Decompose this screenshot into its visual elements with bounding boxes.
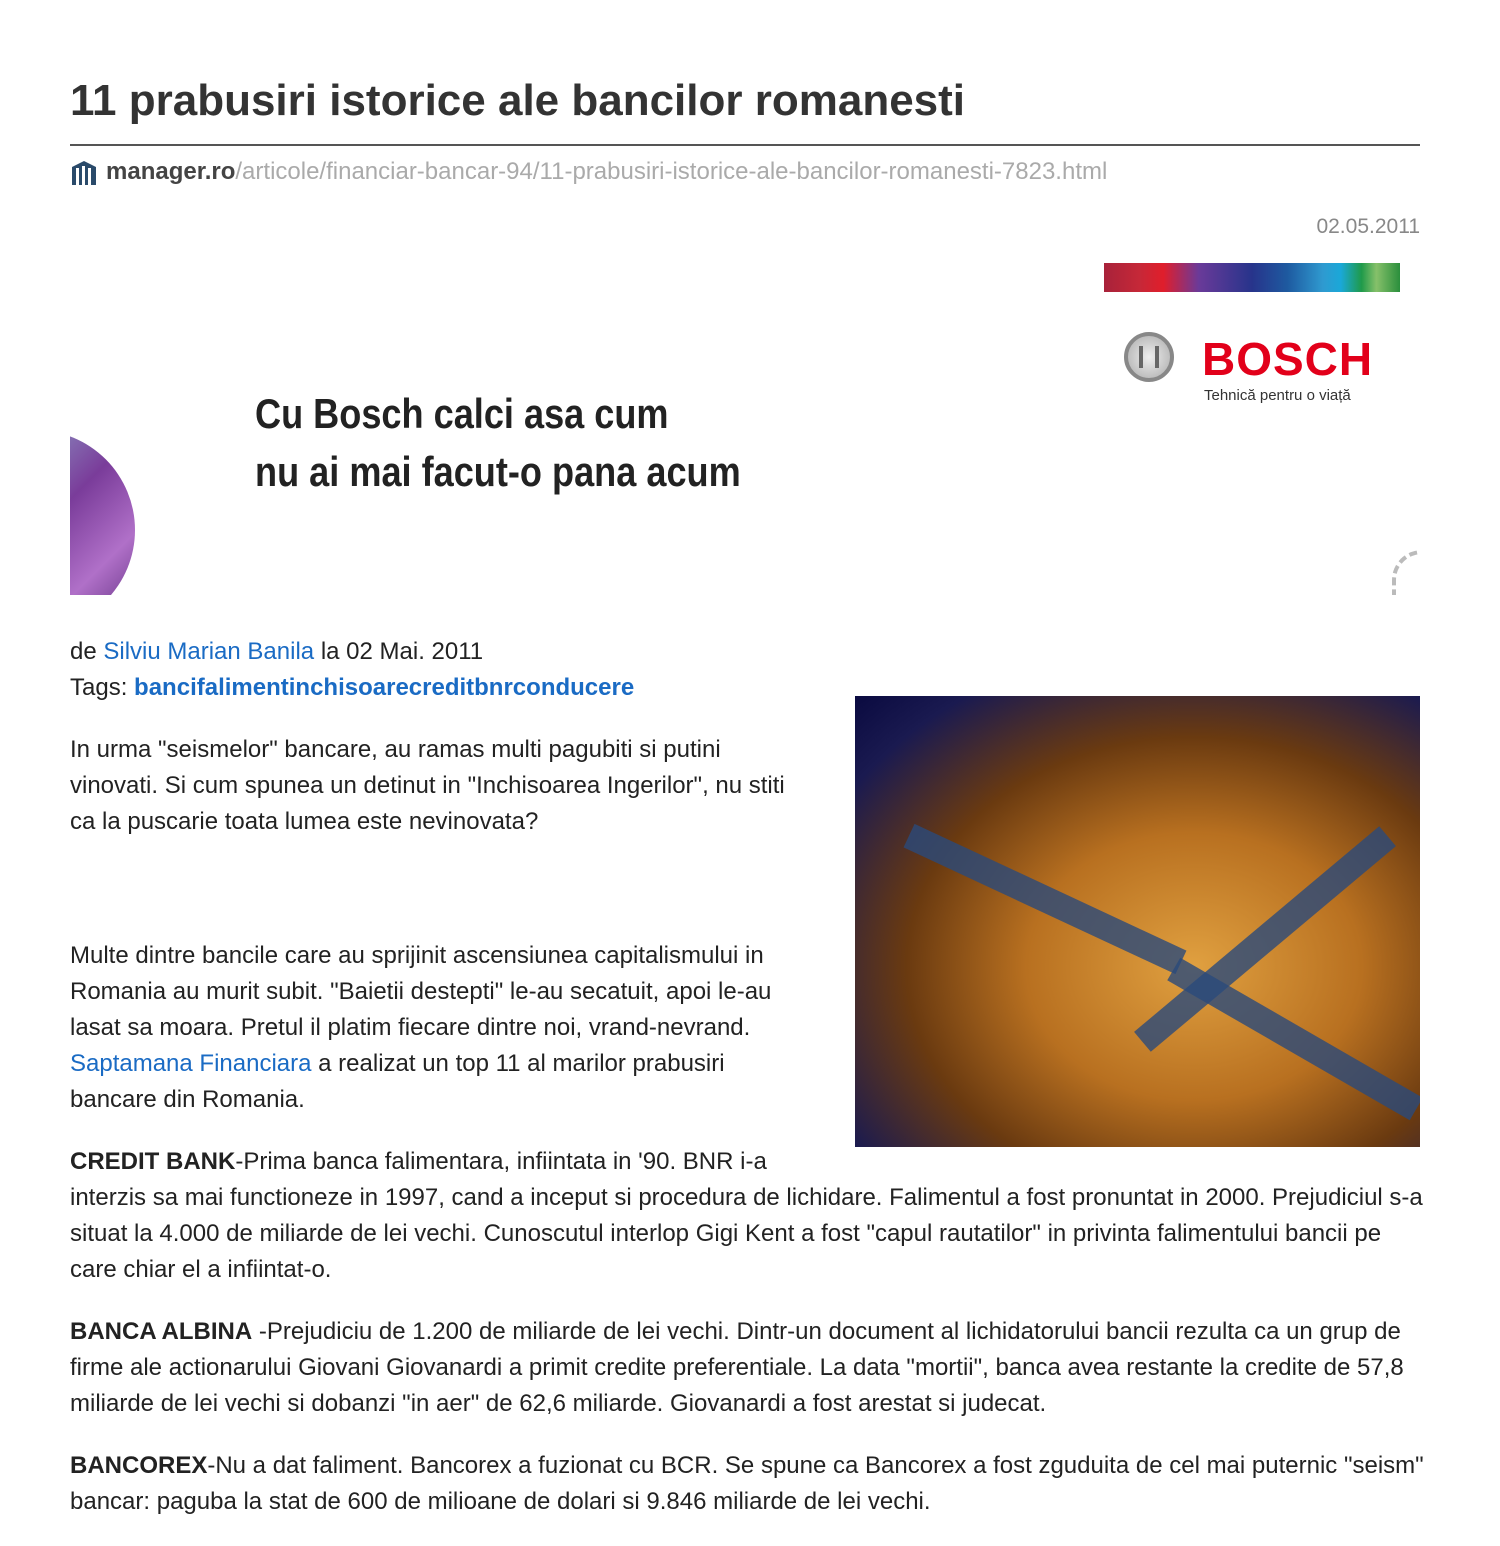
source-path[interactable]: /articole/financiar-bancar-94/11-prabusiri-istorice-ale-bancilor-romanesti-7823.html (235, 158, 1108, 185)
bosch-armature-logo-icon (1124, 332, 1174, 382)
ad-iron-image (70, 430, 135, 595)
bank-entry-bancorex (70, 1448, 1432, 1520)
bank-entry-credit-bank (70, 1144, 1432, 1288)
bank-description: -Nu a dat faliment. Bancorex a fuzionat cu BCR. Se spune ca Bancorex a fost zguduita de cel mai puternic "seism" bancar: paguba la stat de 600 de milioane de dolari si 9.846 miliarde de lei vechi. (70, 1452, 1424, 1515)
bosch-advertisement[interactable] (70, 250, 1420, 595)
ad-headline-line2: nu ai mai facut-o pana acum (255, 448, 741, 495)
money-band (1167, 958, 1420, 1121)
title-divider (70, 144, 1420, 146)
source-url[interactable] (70, 158, 1107, 186)
intro-paragraph: In urma "seismelor" bancare, au ramas multi pagubiti si putini vinovati. Si cum spunea un detinut in "Inchisoarea Ingerilor", nu stiti ca la puscarie toata lumea este nevinovata? (70, 736, 785, 835)
bank-description: -Prima banca falimentara, infiintata in '90. BNR i-a interzis sa mai functioneze in 1997, cand a inceput si procedura de lichidare. Falimentul a fost pronuntat in 2000. Prejudiciul s-a situat la 4.000 de miliarde de lei vechi. Cunoscutul interlop Gigi Kent a fost "capul rautatilor" in privinta falimentului bancii pe care chiar el a infiintat-o. (70, 1148, 1423, 1283)
page-title: 11 prabusiri istorice ale bancilor romanesti (70, 76, 966, 125)
ad-color-bar (1104, 263, 1400, 292)
byline-prefix: de (70, 638, 97, 665)
byline-date: la 02 Mai. 2011 (320, 638, 484, 665)
bank-entry-banca-albina (70, 1314, 1432, 1422)
money-stacks-photo (855, 696, 1420, 1147)
bank-name: BANCOREX (70, 1452, 208, 1479)
saptamana-financiara-link[interactable]: Saptamana Financiara (70, 1050, 312, 1077)
bank-name: CREDIT BANK (70, 1148, 236, 1175)
ad-cord-image (1392, 550, 1420, 595)
tags-link[interactable]: bancifalimentinchisoarecreditbnrconducere (134, 674, 635, 701)
source-domain[interactable]: manager.ro (106, 158, 236, 185)
tags-label: Tags: (70, 674, 128, 701)
bosch-brand: BOSCH (1202, 333, 1374, 385)
money-band (904, 824, 1187, 974)
publish-date: 02.05.2011 (1316, 215, 1420, 238)
paragraph-text: a realizat un top 11 al marilor prabusiri bancare din Romania. (70, 1050, 725, 1113)
building-logo-icon (70, 159, 98, 185)
author-link[interactable]: Silviu Marian Banila (103, 638, 315, 665)
article-body (70, 634, 1432, 1546)
paragraph (70, 938, 810, 1118)
bosch-tagline: Tehnică pentru o viață (1204, 387, 1351, 404)
ad-headline (255, 385, 741, 501)
ad-headline-line1: Cu Bosch calci asa cum (255, 390, 669, 437)
byline (70, 634, 1432, 670)
paragraph-text: Multe dintre bancile care au sprijinit ascensiunea capitalismului in Romania au murit subit. "Baietii destepti" le-au secatuit, apoi le-au lasat sa moara. Pretul il platim fiecare dintre noi, vrand-nevrand. (70, 942, 772, 1041)
bank-description: -Prejudiciu de 1.200 de miliarde de lei vechi. Dintr-un document al lichidatorului bancii rezulta ca un grup de firme ale actionarului Giovani Giovanardi a primit credite preferentiale. La data "mortii", banca avea restante la credite de 57,8 miliarde de lei vechi si dobanzi "in aer" de 62,6 miliarde. Giovanardi a fost arestat si judecat. (70, 1318, 1404, 1417)
bank-name: BANCA ALBINA (70, 1318, 253, 1345)
